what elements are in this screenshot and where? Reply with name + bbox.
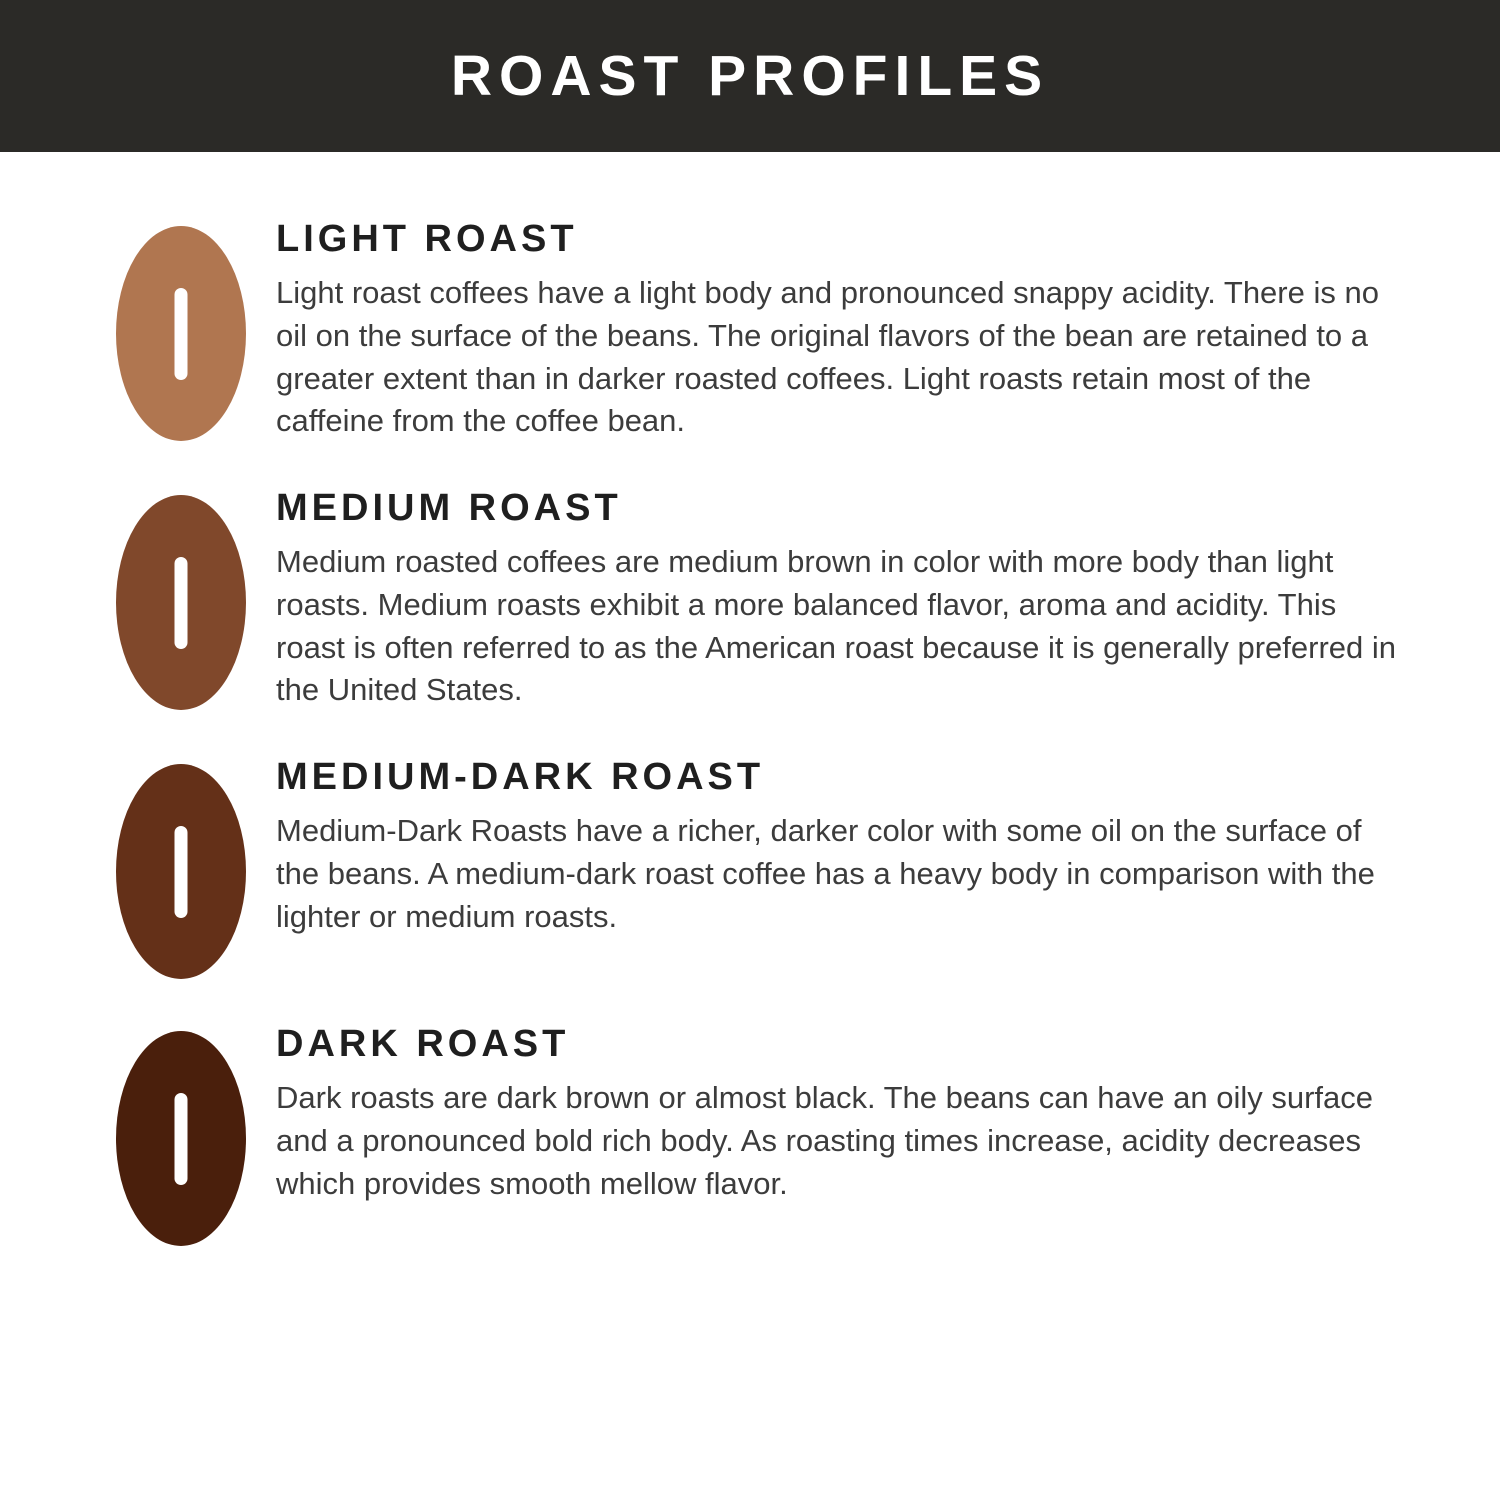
roast-text-block — [276, 756, 1404, 938]
roast-text-block — [276, 487, 1404, 712]
roast-item-light — [86, 218, 1404, 443]
roast-text-block — [276, 1023, 1404, 1205]
roast-description: Light roast coffees have a light body and pronounced snappy acidity. There is no oil on the surface of the beans. The original flavors of the bean are retained to a greater extent than in darker roasted coffees. Light roasts retain most of the caffeine from the coffee bean. — [276, 275, 1379, 439]
roast-list — [0, 152, 1500, 1246]
roast-title: MEDIUM-DARK ROAST — [276, 756, 765, 799]
page-header — [0, 0, 1500, 152]
bean-crease — [175, 1093, 188, 1185]
coffee-bean-icon — [116, 495, 246, 710]
page-title: ROAST PROFILES — [450, 43, 1050, 108]
bean-crease — [175, 826, 188, 918]
roast-title: DARK ROAST — [276, 1023, 570, 1066]
roast-text-block — [276, 218, 1404, 443]
roast-item-medium-dark — [86, 756, 1404, 979]
bean-icon-wrapper — [86, 756, 276, 979]
roast-title: LIGHT ROAST — [276, 218, 578, 260]
bean-crease — [175, 557, 188, 649]
roast-item-medium — [86, 487, 1404, 712]
roast-description: Medium-Dark Roasts have a richer, darker color with some oil on the surface of the beans. A medium-dark roast coffee has a heavy body in comparison with the lighter or medium roasts. — [276, 813, 1375, 934]
coffee-bean-icon — [116, 764, 246, 979]
roast-description: Medium roasted coffees are medium brown in color with more body than light roasts. Medium roasts exhibit a more balanced flavor, aroma and acidity. This roast is often referred to as the American roast because it is generally preferred in the United States. — [276, 544, 1397, 708]
roast-description: Dark roasts are dark brown or almost black. The beans can have an oily surface and a pronounced bold rich body. As roasting times increase, acidity decreases which provides smooth mellow flavor. — [276, 1080, 1374, 1201]
roast-item-dark — [86, 1023, 1404, 1246]
bean-icon-wrapper — [86, 487, 276, 710]
coffee-bean-icon — [116, 226, 246, 441]
coffee-bean-icon — [116, 1031, 246, 1246]
roast-title: MEDIUM ROAST — [276, 487, 622, 530]
bean-icon-wrapper — [86, 1023, 276, 1246]
bean-crease — [175, 288, 188, 380]
bean-icon-wrapper — [86, 218, 276, 441]
